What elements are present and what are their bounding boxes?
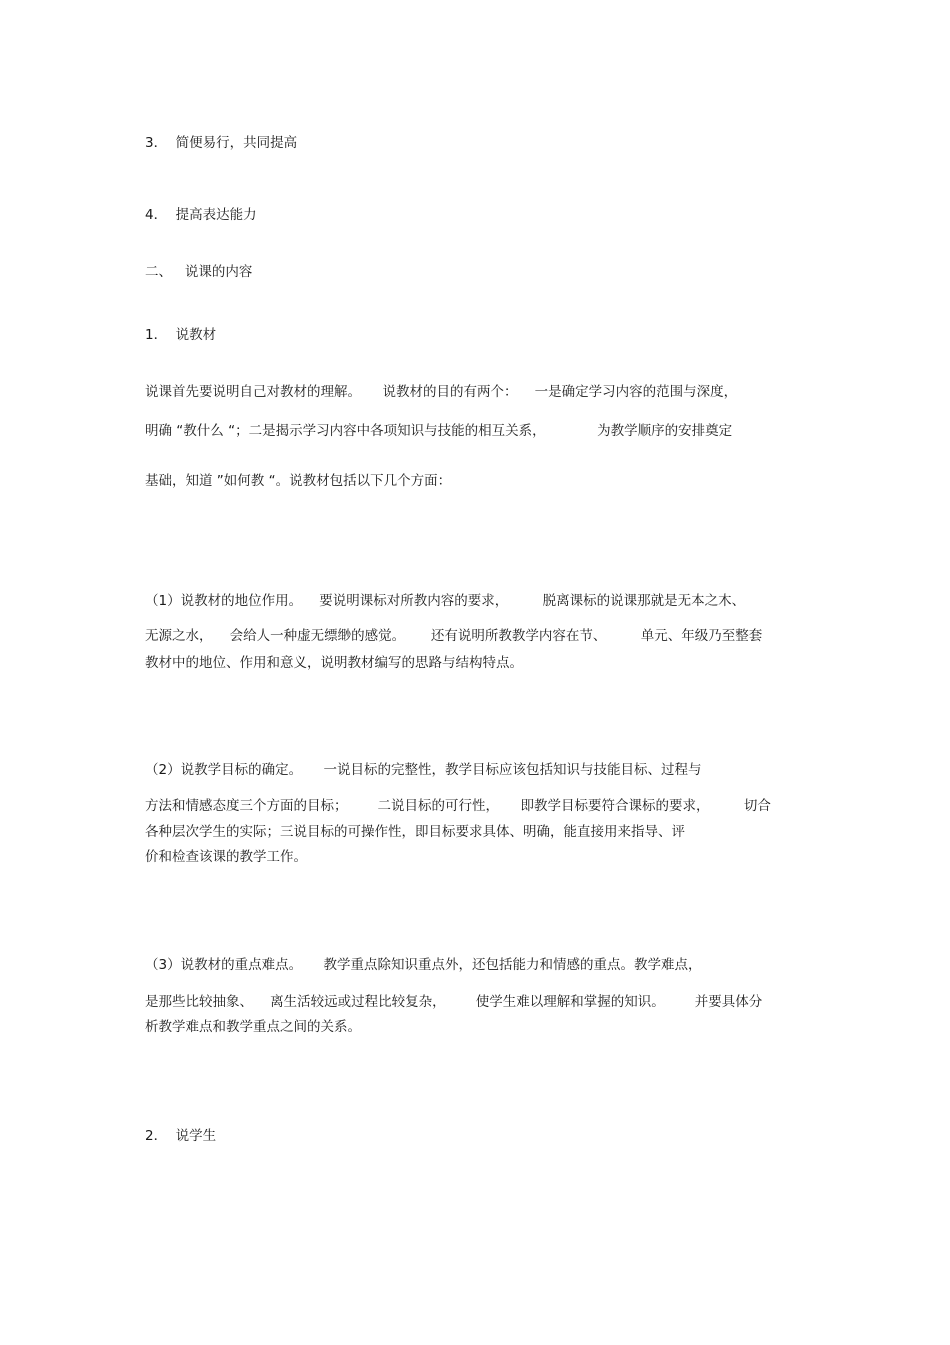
paragraph-line: 教材中的地位、作用和意义，说明教材编写的思路与结构特点。	[145, 655, 523, 671]
paragraph-line: 明确 “教什么 “；二是揭示学习内容中各项知识与技能的相互关系， 为教学顺序的安排奠定	[145, 423, 733, 439]
paragraph-line: 是那些比较抽象、 离生活较远或过程比较复杂， 使学生难以理解和掌握的知识。 并要具体分	[145, 994, 763, 1010]
subsection-heading-1: 1． 说教材	[145, 327, 217, 343]
paragraph-line: 说课首先要说明自己对教材的理解。 说教材的目的有两个： 一是确定学习内容的范围与深度，	[145, 384, 738, 400]
list-item-4: 4． 提高表达能力	[145, 207, 257, 223]
paragraph-line: 各种层次学生的实际；三说目标的可操作性，即目标要求具体、明确，能直接用来指导、评	[145, 824, 685, 840]
paragraph-line: 析教学难点和教学重点之间的关系。	[145, 1019, 361, 1035]
subsection-heading-2: 2． 说学生	[145, 1128, 217, 1144]
paragraph-line: 价和检查该课的教学工作。	[145, 849, 307, 865]
paragraph-line: 无源之水， 会给人一种虚无缥缈的感觉。 还有说明所教教学内容在节、 单元、年级乃至整套	[145, 628, 763, 644]
section-heading-2: 二、 说课的内容	[145, 264, 253, 280]
paragraph-line: （3）说教材的重点难点。 教学重点除知识重点外，还包括能力和情感的重点。教学难点，	[145, 957, 702, 973]
paragraph-line: 方法和情感态度三个方面的目标； 二说目标的可行性， 即教学目标要符合课标的要求， 切合	[145, 798, 771, 814]
paragraph-line: （1）说教材的地位作用。 要说明课标对所教内容的要求， 脱离课标的说课那就是无本之木、	[145, 593, 746, 609]
list-item-3: 3． 简便易行，共同提高	[145, 135, 298, 151]
paragraph-line: （2）说教学目标的确定。 一说目标的完整性，教学目标应该包括知识与技能目标、过程与	[145, 762, 702, 778]
paragraph-line: 基础，知道 ”如何教 “。说教材包括以下几个方面：	[145, 473, 452, 489]
